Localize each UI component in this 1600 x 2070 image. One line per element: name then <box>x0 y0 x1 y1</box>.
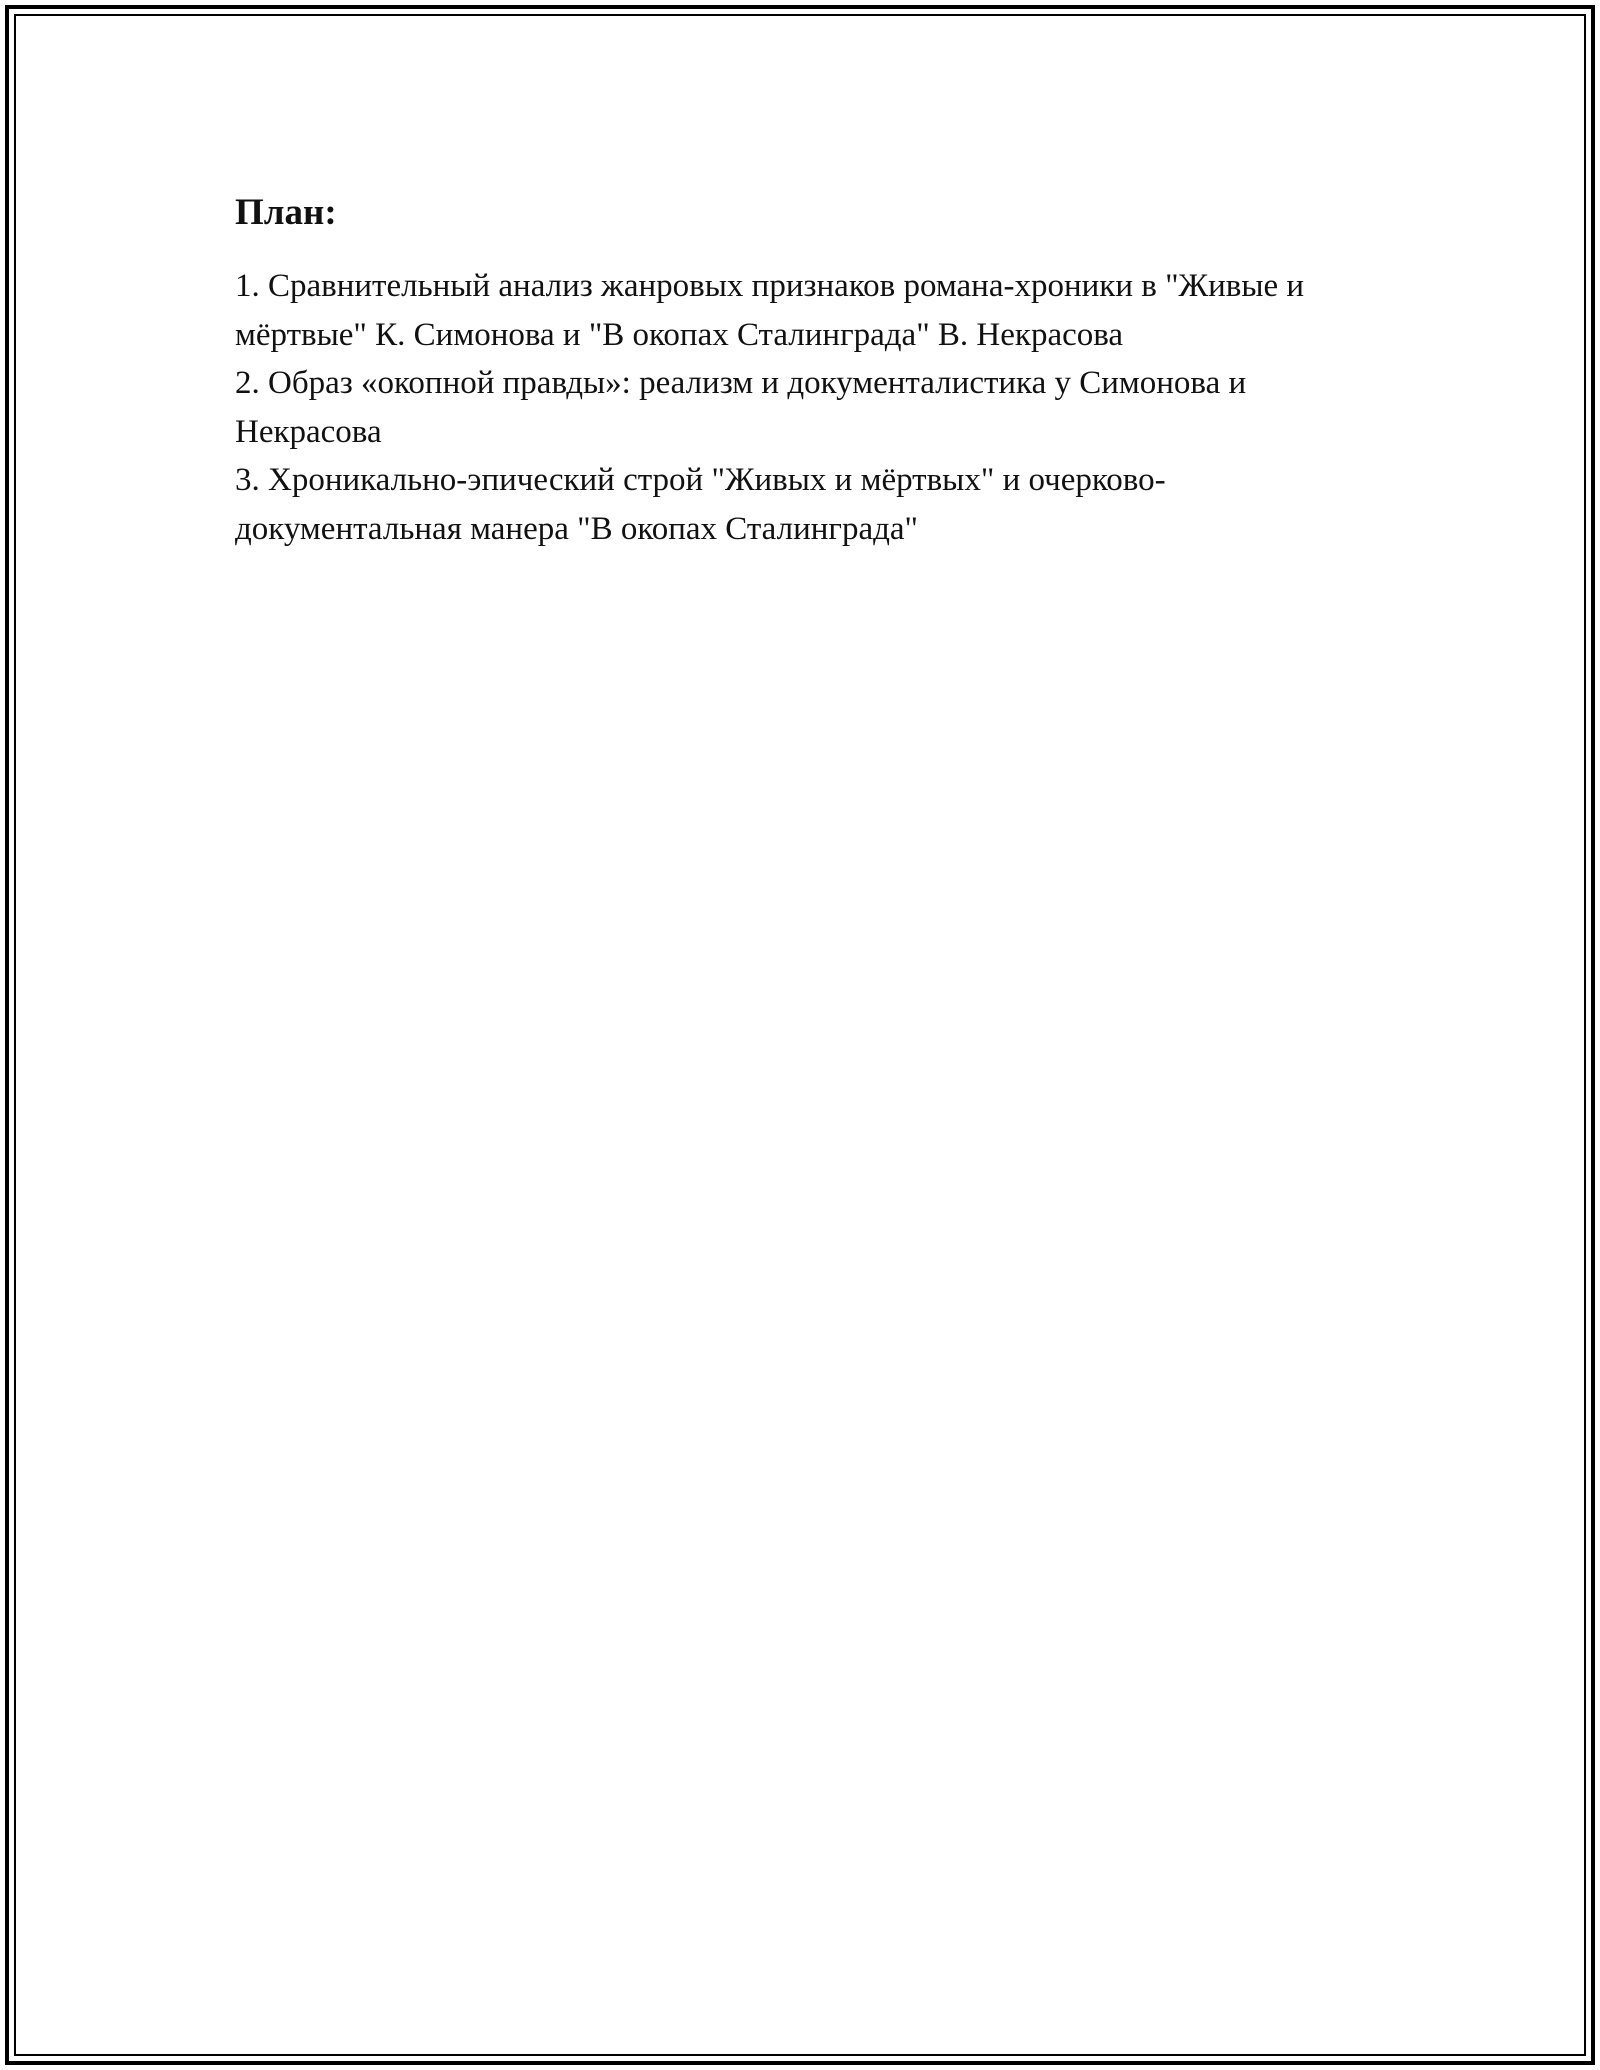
plan-list <box>235 262 1385 553</box>
plan-item-2 <box>235 359 1385 456</box>
plan-item-number: 1. <box>235 268 260 304</box>
plan-item-number: 3. <box>235 462 260 498</box>
plan-item-text: Хроникально-эпический строй "Живых и мёртвых" и очерково-документальная манера "В окопах Сталинграда" <box>235 462 1166 547</box>
plan-item-3 <box>235 456 1385 553</box>
plan-item-text: Сравнительный анализ жанровых признаков романа-хроники в "Живые и мёртвые" К. Симонова и "В окопах Сталинграда" В. Некрасова <box>235 268 1305 353</box>
plan-item-text: Образ «окопной правды»: реализм и документалистика у Симонова и Некрасова <box>235 365 1247 450</box>
plan-item-number: 2. <box>235 365 260 401</box>
document-content <box>235 188 1385 553</box>
plan-item-1 <box>235 262 1385 359</box>
plan-heading: План: <box>235 192 337 233</box>
